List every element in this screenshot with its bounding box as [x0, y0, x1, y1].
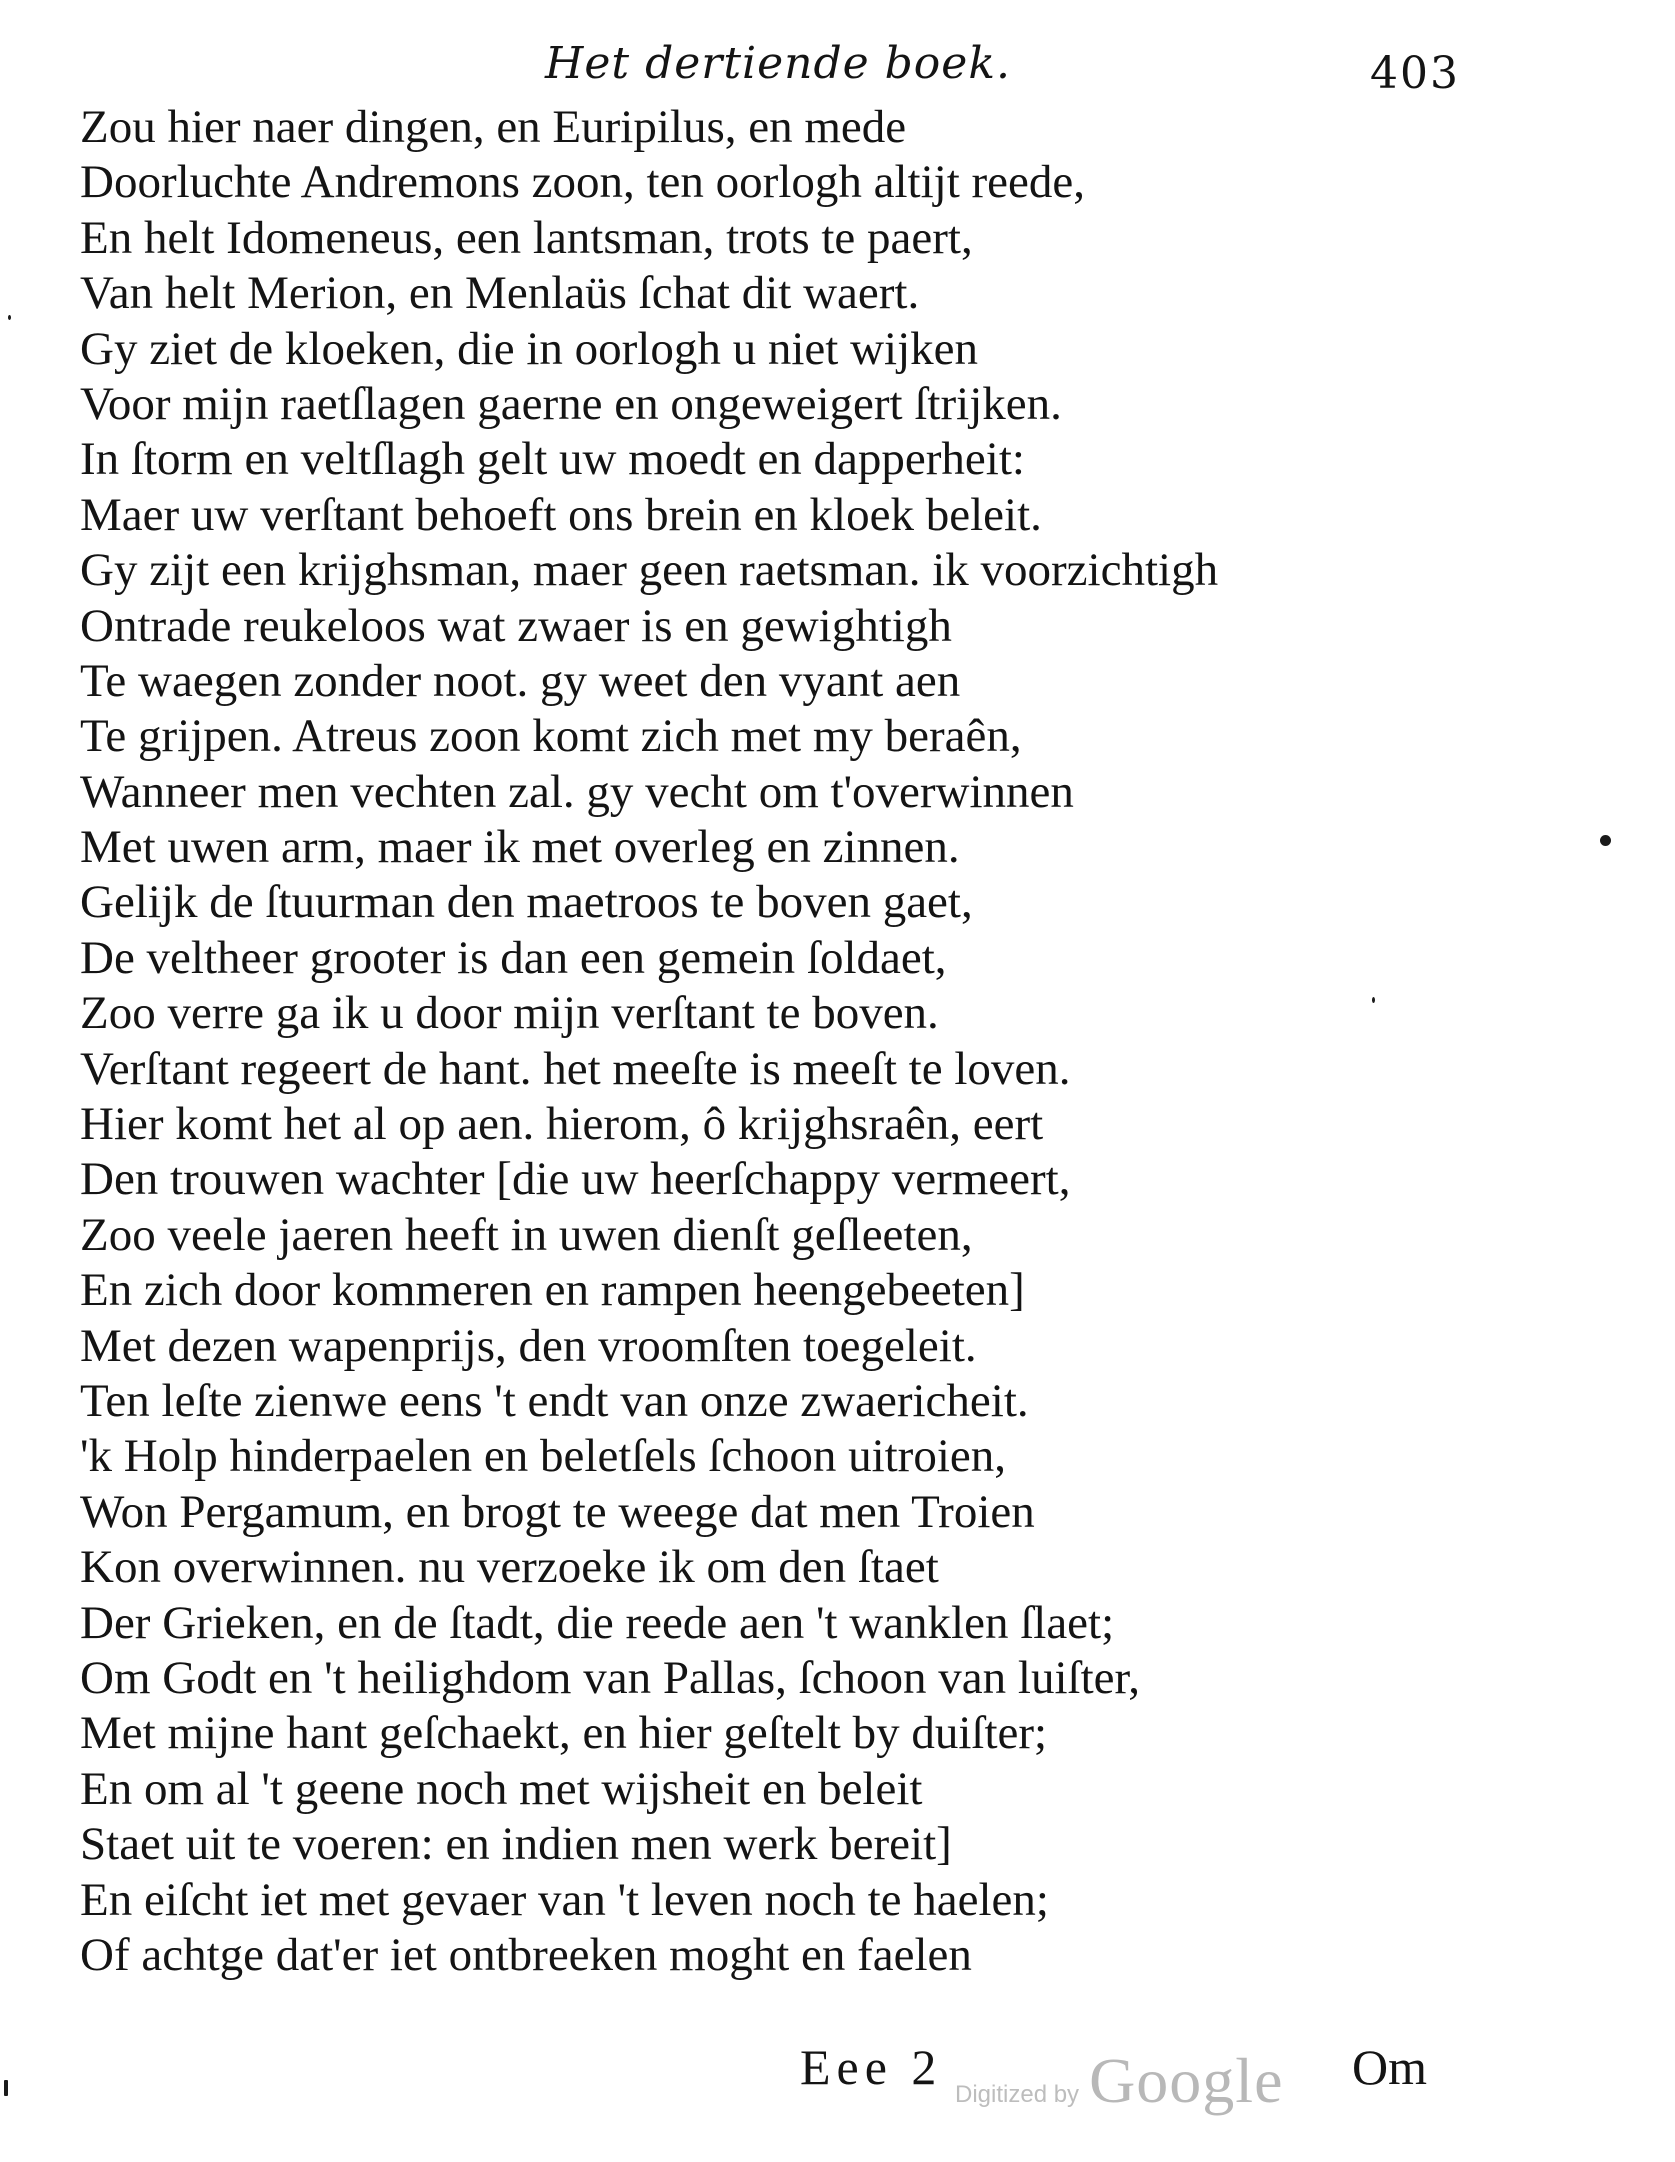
verse-line: Der Grieken, en de ſtadt, die reede aen 't wanklen ſlaet;	[80, 1596, 1115, 1649]
catchword: Om	[1352, 2039, 1427, 2095]
verse-line: Staet uit te voeren: en indien men werk bereit]	[80, 1818, 952, 1871]
verse-line: En om al 't geene noch met wijsheit en beleit	[80, 1762, 923, 1815]
verse-line: En helt Idomeneus, een lantsman, trots te paert,	[80, 211, 973, 264]
verse-line: In ſtorm en veltſlagh gelt uw moedt en dapperheit:	[80, 433, 1025, 486]
verse-line: Om Godt en 't heilighdom van Pallas, ſchoon van luiſter,	[80, 1651, 1141, 1704]
verse-line: Te waegen zonder noot. gy weet den vyant aen	[80, 654, 961, 707]
verse-line: En zich door kommeren en rampen heengebeeten]	[80, 1264, 1025, 1317]
verse-line: De veltheer grooter is dan een gemein ſoldaet,	[80, 931, 947, 984]
verse-line: Met mijne hant geſchaekt, en hier geſtelt by duiſter;	[80, 1707, 1048, 1760]
verse-line: Gelijk de ſtuurman den maetroos te boven gaet,	[80, 876, 973, 929]
verse-line: Zoo veele jaeren heeft in uwen dienſt geſleeten,	[80, 1208, 973, 1261]
verse-line: Voor mijn raetſlagen gaerne en ongeweigert ſtrijken.	[80, 377, 1062, 430]
ink-speck	[4, 2080, 8, 2096]
verse-line: Kon overwinnen. nu verzoeke ik om den ſtaet	[80, 1541, 939, 1594]
ink-speck	[1600, 835, 1611, 846]
digitization-watermark	[955, 2044, 1283, 2118]
verse-text	[80, 100, 1640, 1983]
verse-line: Hier komt het al op aen. hierom, ô krijghsraên, eert	[80, 1098, 1044, 1151]
verse-line: Den trouwen wachter [die uw heerſchappy vermeert,	[80, 1153, 1071, 1206]
ink-speck	[1372, 997, 1375, 1003]
verse-line: Doorluchte Andremons zoon, ten oorlogh altijt reede,	[80, 156, 1086, 209]
verse-line: Verſtant regeert de hant. het meeſte is meeſt te loven.	[80, 1042, 1071, 1095]
verse-line: Met uwen arm, maer ik met overleg en zinnen.	[80, 821, 960, 874]
ink-speck	[8, 315, 11, 320]
verse-line: Van helt Merion, en Menlaüs ſchat dit waert.	[80, 267, 920, 320]
page-footer	[0, 2038, 1675, 2118]
running-head: Het dertiende boek.	[545, 38, 1011, 89]
verse-line: Of achtge dat'er iet ontbreeken moght en faelen	[80, 1928, 972, 1981]
verse-line: Wanneer men vechten zal. gy vecht om t'overwinnen	[80, 765, 1074, 818]
google-logo: Google	[1089, 2045, 1284, 2116]
verse-line: Ten leſte zienwe eens 't endt van onze zwaericheit.	[80, 1374, 1029, 1427]
verse-line: Ontrade reukeloos wat zwaer is en gewightigh	[80, 599, 952, 652]
watermark-prefix: Digitized by	[955, 2081, 1080, 2108]
verse-line: Gy ziet de kloeken, die in oorlogh u niet wijken	[80, 322, 979, 375]
verse-line: Won Pergamum, en brogt te weege dat men Troien	[80, 1485, 1035, 1538]
verse-line: Maer uw verſtant behoeft ons brein en kloek beleit.	[80, 488, 1042, 541]
signature-mark: Eee 2	[800, 2039, 943, 2095]
verse-line: En eiſcht iet met gevaer van 't leven noch te haelen;	[80, 1873, 1049, 1926]
verse-line: Zoo verre ga ik u door mijn verſtant te boven.	[80, 987, 939, 1040]
verse-line: 'k Holp hinderpaelen en beletſels ſchoon uitroien,	[80, 1430, 1007, 1483]
page-number: 403	[1370, 48, 1460, 99]
verse-line: Zou hier naer dingen, en Euripilus, en mede	[80, 101, 907, 153]
verse-line: Te grijpen. Atreus zoon komt zich met my beraên,	[80, 710, 1022, 763]
verse-line: Gy zijt een krijghsman, maer geen raetsman. ik voorzichtigh	[80, 544, 1219, 597]
verse-line: Met dezen wapenprijs, den vroomſten toegeleit.	[80, 1319, 977, 1372]
